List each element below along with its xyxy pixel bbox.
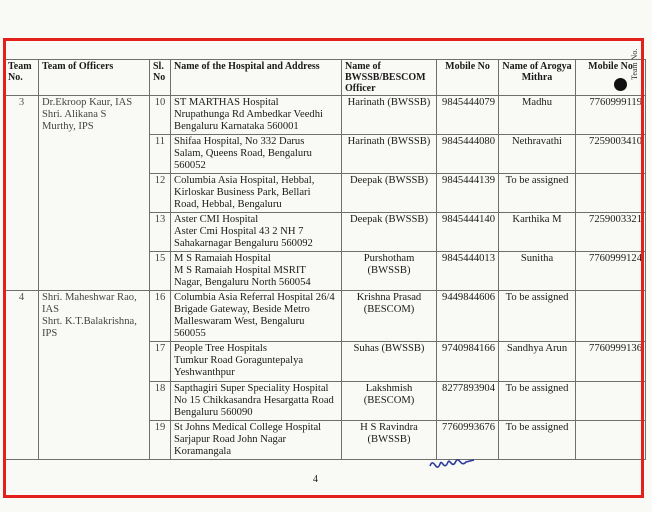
serial-number: 13 <box>150 213 171 252</box>
team-number: 4 <box>5 291 39 460</box>
team-officers <box>39 96 150 291</box>
officer-name-line: (BESCOM) <box>363 395 415 406</box>
officer-line: Dr.Ekroop Kaur, IAS <box>42 97 133 108</box>
officer-mobile: 9449844606 <box>437 291 499 342</box>
header-mobile-2: Mobile No <box>576 60 646 96</box>
arogya-mithra-name: Madhu <box>499 96 576 135</box>
hospital-address <box>171 135 342 174</box>
hospital-address <box>171 96 342 135</box>
hospital-address <box>171 213 342 252</box>
hospital-address <box>171 174 342 213</box>
utility-officer <box>342 96 437 135</box>
mithra-mobile: 7760999124 <box>576 252 646 291</box>
officer-mobile: 9740984166 <box>437 342 499 382</box>
serial-number: 16 <box>150 291 171 342</box>
page-number: 4 <box>313 474 318 485</box>
hospital-line: Aster CMI Hospital <box>174 214 259 225</box>
arogya-mithra-name: To be assigned <box>499 421 576 460</box>
hospital-line: Sahakarnagar Bengaluru 560092 <box>174 238 313 249</box>
hospital-line: Sapthagiri Super Speciality Hospital <box>174 383 329 394</box>
hospital-line: Aster Cmi Hospital 43 2 NH 7 <box>174 226 304 237</box>
officer-line: IPS <box>42 328 58 339</box>
arogya-mithra-name: To be assigned <box>499 291 576 342</box>
utility-officer <box>342 382 437 421</box>
officer-name-line: Suhas (BWSSB) <box>353 343 425 354</box>
header-mobile-1: Mobile No <box>437 60 499 96</box>
hospital-line: Sarjapur Road John Nagar <box>174 434 287 445</box>
team-officers <box>39 291 150 460</box>
officer-mobile: 9845444080 <box>437 135 499 174</box>
arogya-mithra-name: Karthika M <box>499 213 576 252</box>
hospital-line: Road, Hebbal, Bengaluru <box>174 199 282 210</box>
utility-officer <box>342 135 437 174</box>
hospital-line: M S Ramaiah Hospital MSRIT <box>174 265 306 276</box>
hospital-line: Shifaa Hospital, No 332 Darus <box>174 136 305 147</box>
hospital-line: Brigade Gateway, Beside Metro <box>174 304 310 315</box>
corner-team-no-label: Team No. <box>630 48 639 80</box>
header-arogya-mithra: Name of Arogya Mithra <box>499 60 576 96</box>
header-hospital: Name of the Hospital and Address <box>171 60 342 96</box>
hospital-line: Tumkur Road Goraguntepalya <box>174 355 304 366</box>
hospital-line: 560055 <box>174 328 206 339</box>
hospital-line: Koramangala <box>174 446 232 457</box>
hospital-address <box>171 342 342 382</box>
hospital-line: Bengaluru Karnataka 560001 <box>174 121 299 132</box>
mithra-mobile <box>576 421 646 460</box>
arogya-mithra-name: Sunitha <box>499 252 576 291</box>
officer-mobile: 8277893904 <box>437 382 499 421</box>
hospital-line: M S Ramaiah Hospital <box>174 253 271 264</box>
officer-mobile: 9845444140 <box>437 213 499 252</box>
header-sl-no: Sl. No <box>150 60 171 96</box>
officer-line: IAS <box>42 304 60 315</box>
utility-officer <box>342 174 437 213</box>
serial-number: 10 <box>150 96 171 135</box>
officer-name-line: H S Ravindra <box>360 422 418 433</box>
hospital-address <box>171 382 342 421</box>
officer-mobile: 7760993676 <box>437 421 499 460</box>
hospital-address <box>171 421 342 460</box>
hospital-assignment-table <box>4 59 646 460</box>
mithra-mobile <box>576 291 646 342</box>
hospital-line: Nrupathunga Rd Ambedkar Veedhi <box>174 109 323 120</box>
officer-name-line: Harinath (BWSSB) <box>347 136 431 147</box>
table-header-row <box>5 60 646 96</box>
mithra-mobile <box>576 174 646 213</box>
hospital-address <box>171 252 342 291</box>
serial-number: 12 <box>150 174 171 213</box>
serial-number: 15 <box>150 252 171 291</box>
hospital-line: Columbia Asia Hospital, Hebbal, <box>174 175 315 186</box>
signature <box>428 452 478 478</box>
serial-number: 18 <box>150 382 171 421</box>
hospital-address <box>171 291 342 342</box>
officer-name-line: Krishna Prasad <box>356 292 422 303</box>
utility-officer <box>342 421 437 460</box>
officer-mobile: 9845444139 <box>437 174 499 213</box>
officer-mobile: 9845444079 <box>437 96 499 135</box>
officer-mobile: 9845444013 <box>437 252 499 291</box>
officer-line: Murthy, IPS <box>42 121 94 132</box>
utility-officer <box>342 213 437 252</box>
hospital-line: No 15 Chikkasandra Hesargatta Road <box>174 395 334 406</box>
officer-line: Shri. Maheshwar Rao, <box>42 292 137 303</box>
arogya-mithra-name: To be assigned <box>499 174 576 213</box>
serial-number: 17 <box>150 342 171 382</box>
hospital-line: Columbia Asia Referral Hospital 26/4 <box>174 292 335 303</box>
table-row <box>5 96 646 135</box>
mithra-mobile: 7259003410 <box>576 135 646 174</box>
header-bwssb-officer: Name of BWSSB/BESCOM Officer <box>342 60 437 96</box>
arogya-mithra-name: Sandhya Arun <box>499 342 576 382</box>
hospital-line: Bengaluru 560090 <box>174 407 253 418</box>
team-number: 3 <box>5 96 39 291</box>
utility-officer <box>342 342 437 382</box>
officer-line: Shri. Alikana S <box>42 109 107 120</box>
hospital-line: Malleswaram West, Bengaluru <box>174 316 305 327</box>
arogya-mithra-name: Nethravathi <box>499 135 576 174</box>
hospital-line: ST MARTHAS Hospital <box>174 97 279 108</box>
hospital-line: 560052 <box>174 160 206 171</box>
utility-officer <box>342 252 437 291</box>
header-officers: Team of Officers <box>39 60 150 96</box>
officer-name-line: Harinath (BWSSB) <box>347 97 431 108</box>
officer-name-line: Lakshmish <box>365 383 413 394</box>
officer-name-line: Deepak (BWSSB) <box>350 214 428 225</box>
utility-officer <box>342 291 437 342</box>
serial-number: 19 <box>150 421 171 460</box>
officer-name-line: (BWSSB) <box>367 434 411 445</box>
mithra-mobile: 7760999136 <box>576 342 646 382</box>
hospital-line: Salam, Queens Road, Bengaluru <box>174 148 312 159</box>
officer-name-line: (BWSSB) <box>367 265 411 276</box>
hospital-line: Yeshwanthpur <box>174 367 235 378</box>
mithra-mobile: 7259003321 <box>576 213 646 252</box>
officer-name-line: (BESCOM) <box>363 304 415 315</box>
mithra-mobile: 7760999119 <box>576 96 646 135</box>
officer-name-line: Deepak (BWSSB) <box>350 175 428 186</box>
header-team-no: Team No. <box>5 60 39 96</box>
officer-line: Shrt. K.T.Balakrishna, <box>42 316 137 327</box>
hospital-line: Kirloskar Business Park, Bellari <box>174 187 311 198</box>
mithra-mobile <box>576 382 646 421</box>
table-row <box>5 291 646 342</box>
serial-number: 11 <box>150 135 171 174</box>
hospital-line: Nagar, Bengaluru North 560054 <box>174 277 311 288</box>
arogya-mithra-name: To be assigned <box>499 382 576 421</box>
hospital-line: St Johns Medical College Hospital <box>174 422 322 433</box>
officer-name-line: Purshotham <box>363 253 415 264</box>
hospital-line: People Tree Hospitals <box>174 343 267 354</box>
